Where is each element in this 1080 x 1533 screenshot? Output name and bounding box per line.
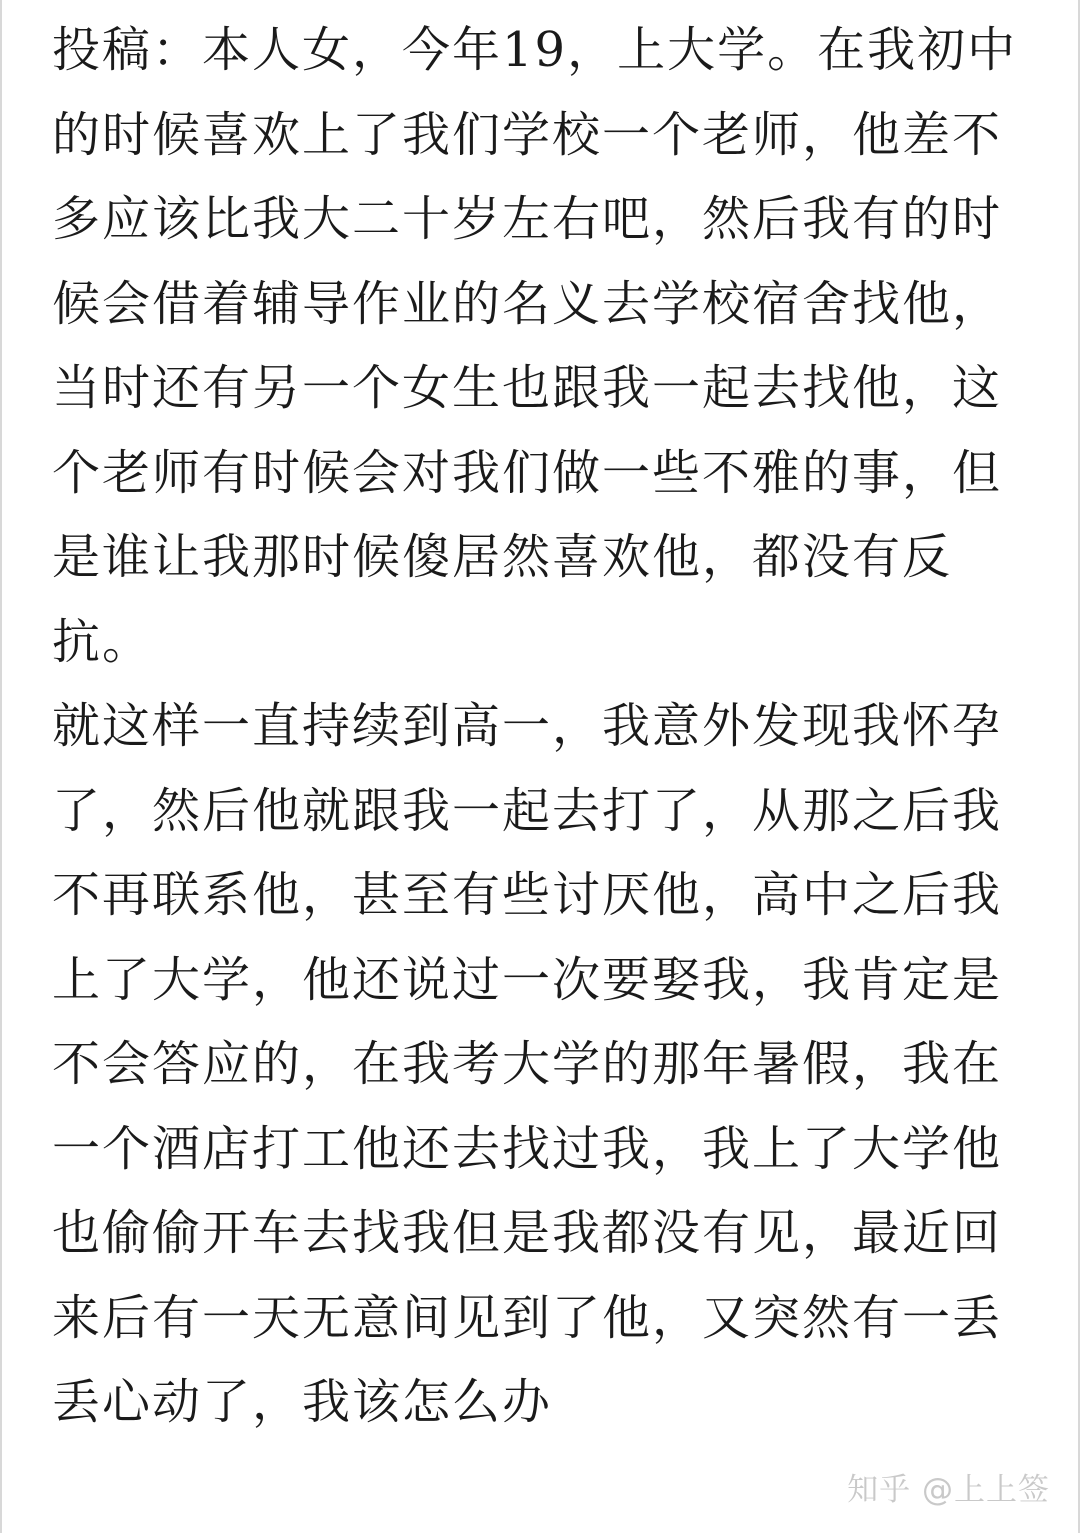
post-line: 就这样一直持续到高一，我意外发现我怀孕 [52, 698, 1003, 754]
post-line: 当时还有另一个女生也跟我一起去找他，这 [52, 360, 1003, 416]
post-line: 的时候喜欢上了我们学校一个老师，他差不 [52, 106, 1003, 163]
post-line: 个老师有时候会对我们做一些不雅的事，但 [52, 444, 1003, 501]
post-line: 是谁让我那时候傻居然喜欢他，都没有反 [52, 529, 953, 585]
post-line: 不再联系他，甚至有些讨厌他，高中之后我 [52, 867, 1003, 923]
post-line: 来后有一天无意间见到了他，又突然有一丢 [52, 1289, 1003, 1346]
post-line: 抗。 [52, 613, 153, 670]
zhihu-watermark: 知乎 @上上签 [847, 1472, 1050, 1508]
post-line: 不会答应的，在我考大学的那年暑假，我在 [52, 1036, 1003, 1092]
post-line: 丢心动了，我该怎么办 [52, 1374, 553, 1430]
post-line: 投稿：本人女，今年19，上大学。在我初中 [52, 22, 1018, 78]
post-line: 也偷偷开车去找我但是我都没有见，最近回 [52, 1205, 1003, 1261]
post-body [52, 8, 1027, 1445]
post-line: 一个酒店打工他还去找过我，我上了大学他 [52, 1120, 1003, 1177]
post-line: 上了大学，他还说过一次要娶我，我肯定是 [52, 951, 1003, 1008]
post-line: 候会借着辅导作业的名义去学校宿舍找他， [52, 275, 1003, 332]
post-line: 了，然后他就跟我一起去打了，从那之后我 [52, 782, 1003, 839]
post-line: 多应该比我大二十岁左右吧，然后我有的时 [52, 191, 1003, 247]
